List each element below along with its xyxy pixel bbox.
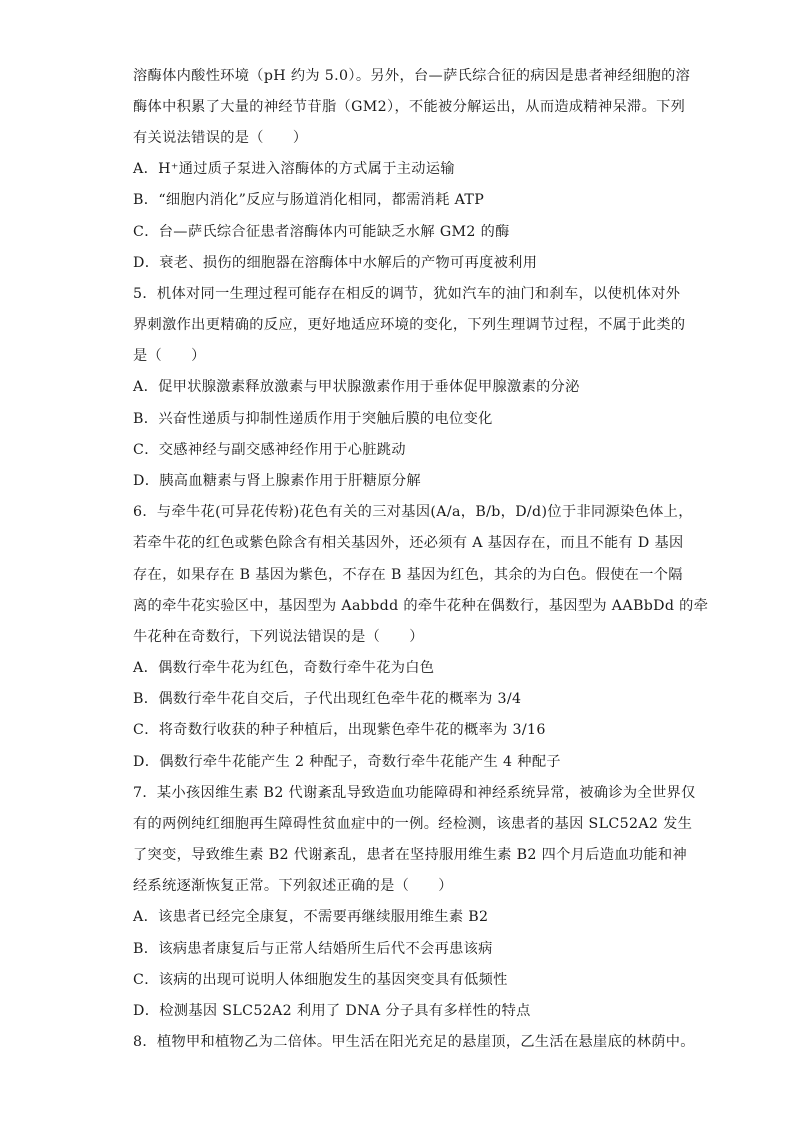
question-6-stem: 6．与牵牛花(可异花传粉)花色有关的三对基因(A/a，B/b，D/d)位于非同源染色体上， (133, 504, 693, 520)
text-line: 界刺激作出更精确的反应，更好地适应环境的变化，下列生理调节过程，不属于此类的 (133, 317, 686, 333)
option-a: A．偶数行牵牛花为红色，奇数行牵牛花为白色 (133, 660, 435, 676)
question-5-stem: 5．机体对同一生理过程可能存在相反的调节，犹如汽车的油门和刹车，以使机体对外 (133, 286, 681, 302)
text-line: 有关说法错误的是（ ） (133, 130, 308, 146)
question-7-stem: 7．某小孩因维生素 B2 代谢紊乱导致造血功能障碍和神经系统异常，被确诊为全世界仅 (133, 785, 696, 801)
option-d: D．偶数行牵牛花能产生 2 种配子，奇数行牵牛花能产生 4 种配子 (133, 754, 561, 770)
option-b: B．兴奋性递质与抑制性递质作用于突触后膜的电位变化 (133, 411, 493, 427)
question-8-stem: 8．植物甲和植物乙为二倍体。甲生活在阳光充足的悬崖顶，乙生活在悬崖底的林荫中。 (133, 1034, 695, 1050)
option-a: A．促甲状腺激素释放激素与甲状腺激素作用于垂体促甲腺激素的分泌 (133, 379, 580, 395)
text-line: 有的两例纯红细胞再生障碍性贫血症中的一例。经检测，该患者的基因 SLC52A2 发生 (133, 816, 693, 832)
option-a: A．该患者已经完全康复，不需要再继续服用维生素 B2 (133, 909, 489, 925)
text-line: 了突变，导致维生素 B2 代谢紊乱，患者在坚持服用维生素 B2 四个月后造血功能和神 (133, 847, 688, 863)
option-b: B．偶数行牵牛花自交后，子代出现红色牵牛花的概率为 3/4 (133, 691, 522, 707)
text-line: 经系统逐渐恢复正常。下列叙述正确的是（ ） (133, 878, 453, 894)
option-a: A．H⁺通过质子泵进入溶酶体的方式属于主动运输 (133, 161, 455, 177)
text-line: 离的牵牛花实验区中，基因型为 Aabbdd 的牵牛花种在偶数行，基因型为 AABbDd 的牵 (133, 598, 709, 614)
text-line: 是（ ） (133, 348, 206, 364)
text-line: 若牵牛花的红色或紫色除含有相关基因外，还必须有 A 基因存在，而且不能有 D 基因 (133, 535, 684, 551)
option-b: B．该病患者康复后与正常人结婚所生后代不会再患该病 (133, 941, 493, 957)
option-c: C．台—萨氏综合征患者溶酶体内可能缺乏水解 GM2 的酶 (133, 224, 510, 240)
option-d: D．衰老、损伤的细胞器在溶酶体中水解后的产物可再度被利用 (133, 255, 538, 271)
option-b: B．“细胞内消化”反应与肠道消化相同，都需消耗 ATP (133, 192, 485, 208)
text-line: 溶酶体内酸性环境（pH 约为 5.0）。另外，台—萨氏综合征的病因是患者神经细胞的溶 (133, 68, 691, 84)
text-line: 酶体中积累了大量的神经节苷脂（GM2），不能被分解运出，从而造成精神呆滞。下列 (133, 99, 686, 115)
option-c: C．交感神经与副交感神经作用于心脏跳动 (133, 442, 406, 458)
text-line: 牛花种在奇数行，下列说法错误的是（ ） (133, 629, 424, 645)
option-d: D．检测基因 SLC52A2 利用了 DNA 分子具有多样性的特点 (133, 1003, 531, 1019)
option-c: C．该病的出现可说明人体细胞发生的基因突变具有低频性 (133, 972, 508, 988)
text-line: 存在，如果存在 B 基因为紫色，不存在 B 基因为红色，其余的为白色。假使在一个隔 (133, 567, 683, 583)
option-c: C．将奇数行收获的种子种植后，出现紫色牵牛花的概率为 3/16 (133, 722, 546, 738)
option-d: D．胰高血糖素与肾上腺素作用于肝糖原分解 (133, 473, 421, 489)
